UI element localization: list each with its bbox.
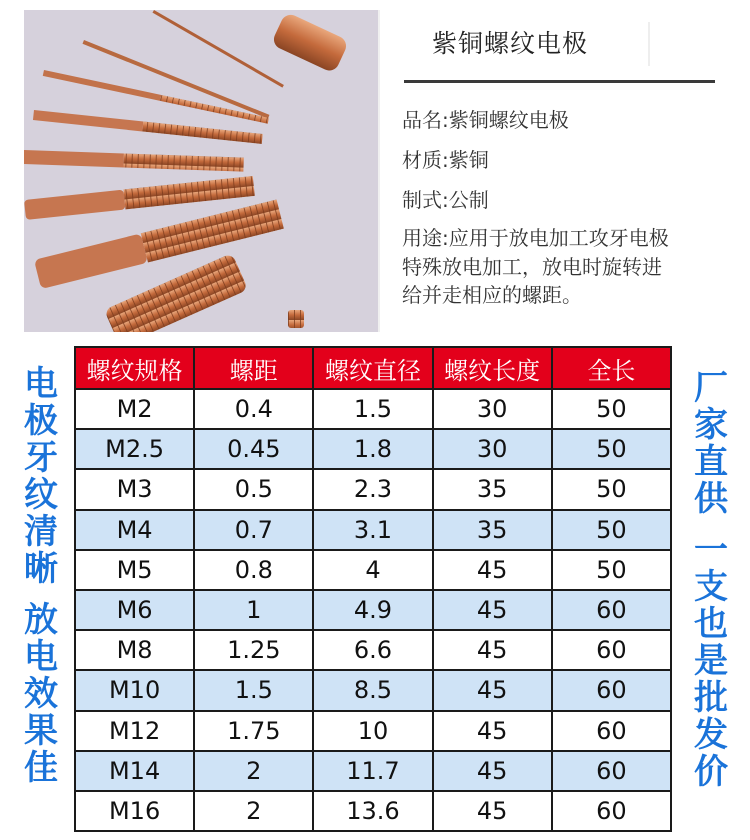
- side-right-char: 批: [694, 678, 728, 718]
- cell-total-length: 50: [552, 429, 671, 469]
- table-row: [75, 429, 671, 469]
- cell-total-length: 60: [552, 670, 671, 710]
- cell-thread-spec: M2.5: [75, 429, 194, 469]
- title-underline: [404, 80, 715, 83]
- side-right-char: 发: [694, 715, 728, 755]
- cell-total-length: 60: [552, 630, 671, 670]
- table-row: [75, 630, 671, 670]
- cell-pitch: 0.45: [194, 429, 313, 469]
- cell-total-length: 50: [552, 469, 671, 509]
- side-right-char: 是: [694, 641, 728, 681]
- spec-usage-line-3: 给并走相应的螺距。: [402, 283, 582, 307]
- cell-thread-spec: M14: [75, 751, 194, 791]
- cell-thread-diameter: 1.8: [313, 429, 432, 469]
- cell-thread-diameter: 2.3: [313, 469, 432, 509]
- side-left-char: 效: [24, 674, 58, 714]
- cell-thread-length: 45: [433, 550, 552, 590]
- side-slogan-right: [690, 370, 732, 791]
- photo-divider: [378, 10, 380, 332]
- spec-material: 材质:紫铜: [402, 148, 489, 172]
- spec-standard: 制式:公制: [402, 188, 489, 212]
- cell-thread-diameter: 1.5: [313, 389, 432, 429]
- cell-thread-spec: M16: [75, 791, 194, 831]
- cell-total-length: 60: [552, 791, 671, 831]
- side-right-char: 也: [694, 604, 728, 644]
- cell-pitch: 1.25: [194, 630, 313, 670]
- cell-pitch: 0.5: [194, 469, 313, 509]
- spec-table: [74, 346, 672, 832]
- side-left-char: 佳: [24, 748, 58, 788]
- cell-total-length: 50: [552, 510, 671, 550]
- cell-thread-diameter: 4: [313, 550, 432, 590]
- cell-total-length: 60: [552, 590, 671, 630]
- cell-thread-length: 35: [433, 469, 552, 509]
- side-left-char: 牙: [24, 438, 58, 478]
- cell-thread-length: 45: [433, 751, 552, 791]
- header-thread-diameter: 螺纹直径: [313, 347, 432, 389]
- cell-thread-spec: M5: [75, 550, 194, 590]
- cell-thread-diameter: 11.7: [313, 751, 432, 791]
- cell-pitch: 2: [194, 791, 313, 831]
- cell-pitch: 0.4: [194, 389, 313, 429]
- table-row: [75, 469, 671, 509]
- side-right-char: 家: [694, 405, 728, 445]
- cell-thread-diameter: 10: [313, 711, 432, 751]
- cell-thread-diameter: 3.1: [313, 510, 432, 550]
- header-thread-length: 螺纹长度: [433, 347, 552, 389]
- side-left-char: 电: [24, 637, 58, 677]
- cell-pitch: 0.8: [194, 550, 313, 590]
- cell-thread-spec: M4: [75, 510, 194, 550]
- cell-pitch: 1.75: [194, 711, 313, 751]
- spec-table-frame: [74, 346, 672, 840]
- side-slogan-left: [20, 366, 62, 787]
- cell-thread-spec: M12: [75, 711, 194, 751]
- cell-thread-spec: M3: [75, 469, 194, 509]
- table-header-row: [75, 347, 671, 389]
- side-left-char: 放: [24, 600, 58, 640]
- cell-thread-spec: M6: [75, 590, 194, 630]
- side-left-char: 电: [24, 364, 58, 404]
- cell-thread-spec: M2: [75, 389, 194, 429]
- spec-usage-line-1: 用途:应用于放电加工攻牙电极: [402, 226, 669, 250]
- spec-name: 品名:紫铜螺纹电极: [402, 108, 569, 132]
- cell-total-length: 60: [552, 711, 671, 751]
- header-thread-spec: 螺纹规格: [75, 347, 194, 389]
- cell-thread-length: 45: [433, 670, 552, 710]
- cell-thread-spec: M10: [75, 670, 194, 710]
- cell-thread-spec: M8: [75, 630, 194, 670]
- spec-usage: [402, 224, 732, 310]
- table-row: [75, 751, 671, 791]
- cell-pitch: 0.7: [194, 510, 313, 550]
- cell-thread-length: 45: [433, 711, 552, 751]
- table-row: [75, 670, 671, 710]
- side-right-char: 直: [694, 442, 728, 482]
- side-right-char: 一: [694, 530, 728, 570]
- side-left-char: 果: [24, 711, 58, 751]
- cell-thread-diameter: 8.5: [313, 670, 432, 710]
- cell-thread-length: 35: [433, 510, 552, 550]
- cell-total-length: 50: [552, 389, 671, 429]
- table-row: [75, 510, 671, 550]
- table-row: [75, 711, 671, 751]
- table-row: [75, 550, 671, 590]
- table-row: [75, 791, 671, 831]
- cell-thread-diameter: 6.6: [313, 630, 432, 670]
- cell-pitch: 1: [194, 590, 313, 630]
- cell-total-length: 60: [552, 751, 671, 791]
- title-box-edge: [648, 22, 650, 66]
- side-left-char: 清: [24, 512, 58, 552]
- product-photo: [24, 10, 378, 332]
- side-left-char: 纹: [24, 475, 58, 515]
- cell-thread-length: 45: [433, 630, 552, 670]
- cell-thread-length: 45: [433, 791, 552, 831]
- header-pitch: 螺距: [194, 347, 313, 389]
- cell-total-length: 50: [552, 550, 671, 590]
- cell-thread-diameter: 13.6: [313, 791, 432, 831]
- side-left-char: 极: [24, 401, 58, 441]
- cell-pitch: 1.5: [194, 670, 313, 710]
- table-body: [75, 389, 671, 831]
- spec-usage-line-2: 特殊放电加工，放电时旋转进: [402, 254, 662, 279]
- cell-thread-diameter: 4.9: [313, 590, 432, 630]
- table-row: [75, 389, 671, 429]
- table-row: [75, 590, 671, 630]
- product-title: 紫铜螺纹电极: [432, 29, 589, 58]
- side-right-char: 厂: [694, 368, 728, 408]
- cell-pitch: 2: [194, 751, 313, 791]
- side-right-char: 支: [694, 567, 728, 607]
- side-left-char: 晰: [24, 549, 58, 589]
- cell-thread-length: 45: [433, 590, 552, 630]
- cell-thread-length: 30: [433, 389, 552, 429]
- header-total-length: 全长: [552, 347, 671, 389]
- side-right-char: 供: [694, 479, 728, 519]
- side-right-char: 价: [694, 752, 728, 792]
- cell-thread-length: 30: [433, 429, 552, 469]
